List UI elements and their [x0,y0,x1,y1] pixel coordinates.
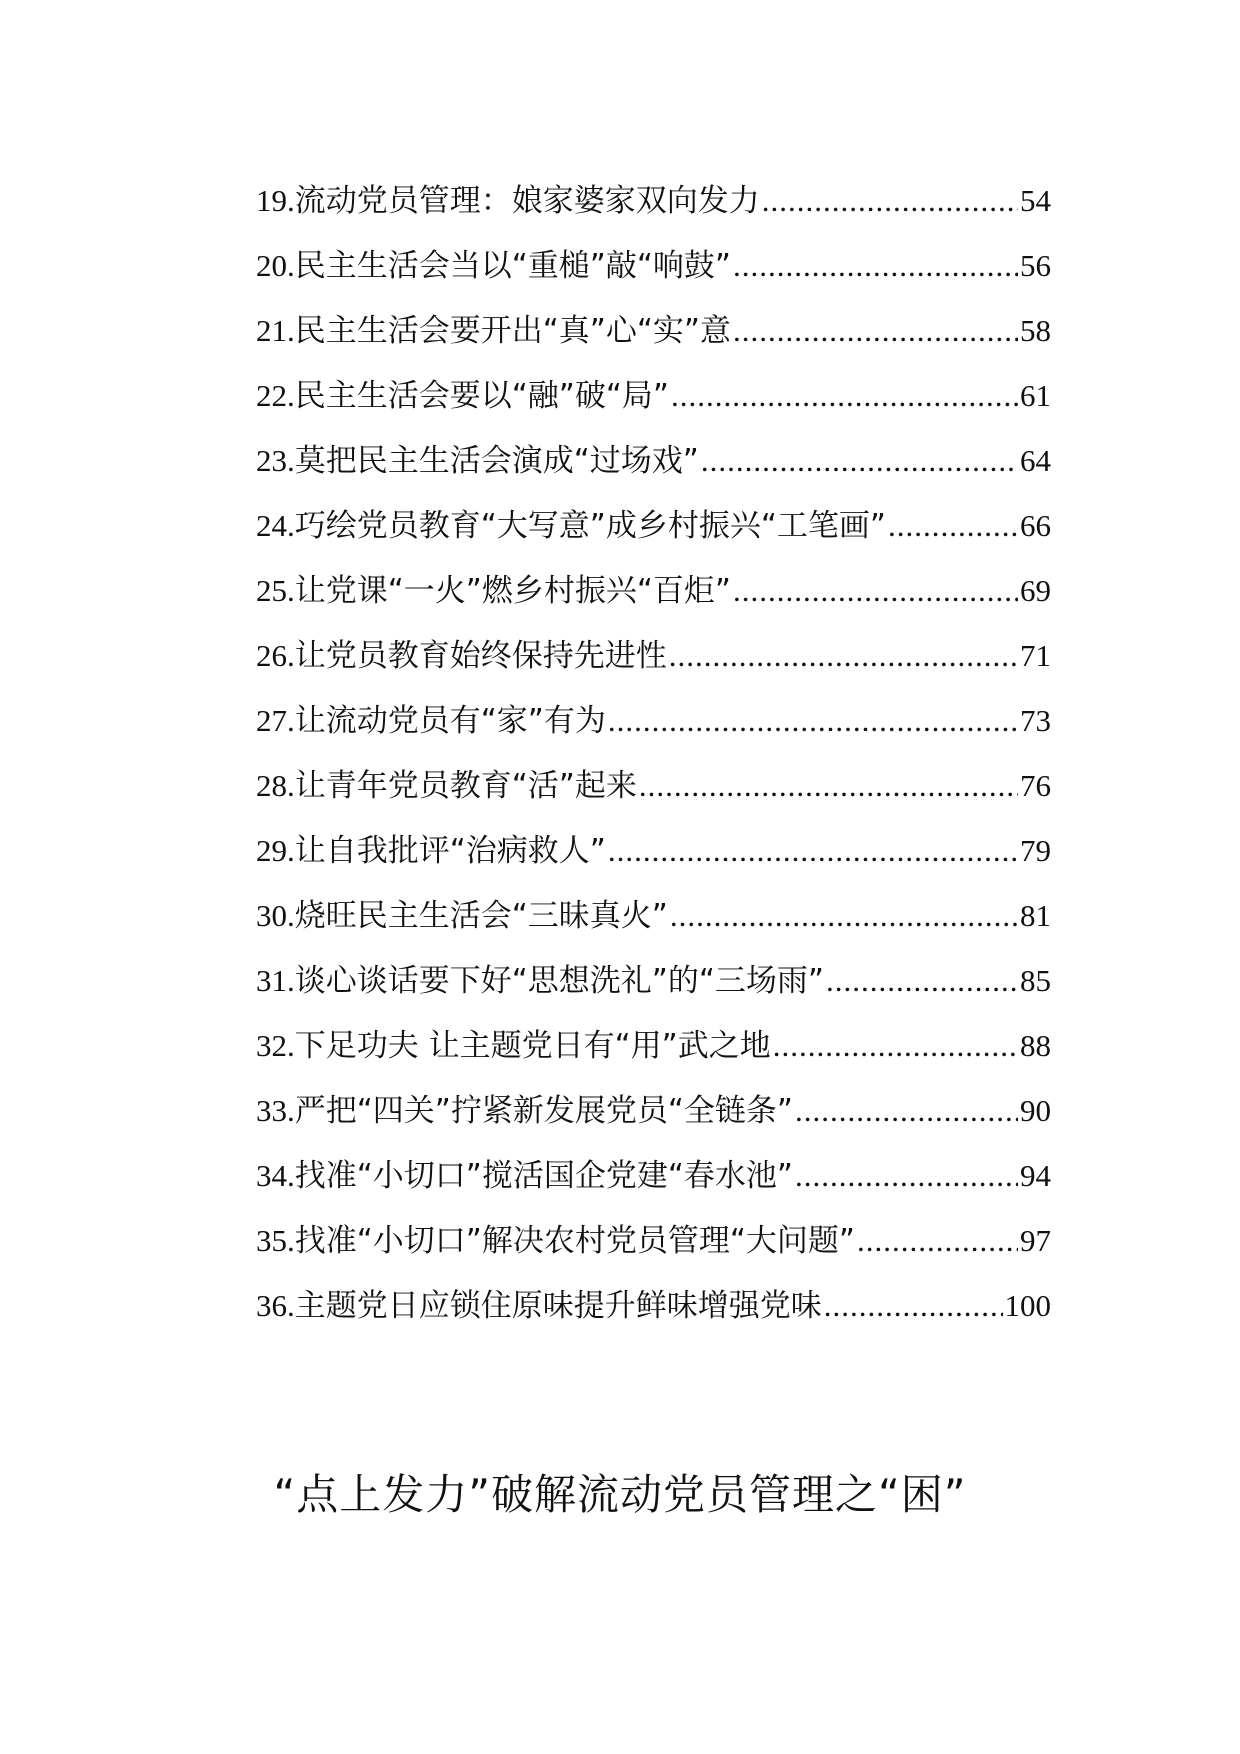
toc-entry-title [256,363,669,429]
toc-entry-number: 27. [256,703,295,738]
toc-entry-title [256,168,760,234]
toc-entry[interactable] [256,493,1051,558]
toc-page-number: 56 [1020,248,1051,283]
toc-entry-number: 25. [256,573,295,608]
toc-entry-number: 30. [256,898,295,933]
toc-entry-number: 26. [256,638,295,673]
toc-dot-leader [888,493,1018,558]
toc-entry-text: 严把“四关”拧紧新发展党员“全链条” [294,1093,793,1129]
toc-entry-number: 35. [256,1223,295,1258]
toc-entry-title [256,1013,771,1079]
toc-entry-text: 让自我批评“治病救人” [294,833,606,869]
toc-entry[interactable] [256,948,1051,1013]
toc-entry[interactable] [256,298,1051,363]
toc-entry-text: 民主生活会要开出“真”心“实”意 [294,313,731,349]
article-title: “点上发力”破解流动党员管理之“困” [273,1470,967,1519]
toc-entry-text: 谈心谈话要下好“思想洗礼”的“三场雨” [294,963,824,999]
toc-entry-text: 让流动党员有“家”有为 [294,703,606,739]
toc-dot-leader [795,1143,1018,1208]
toc-dot-leader [608,688,1018,753]
toc-entry-title [256,1143,793,1209]
toc-entry-text: 流动党员管理：娘家婆家双向发力 [294,183,760,219]
toc-entry-title [256,753,637,819]
toc-page-number: 81 [1020,898,1051,933]
toc-entry[interactable] [256,753,1051,818]
toc-entry[interactable] [256,883,1051,948]
toc-entry-title [256,818,606,884]
toc-entry[interactable] [256,1273,1051,1338]
table-of-contents [256,168,1051,1338]
toc-dot-leader [733,298,1018,363]
toc-page-number: 94 [1020,1158,1051,1193]
toc-entry[interactable] [256,1078,1051,1143]
toc-entry-title [256,1078,793,1144]
toc-page-number: 71 [1020,638,1051,673]
toc-page-number: 58 [1020,313,1051,348]
toc-entry-number: 21. [256,313,295,348]
toc-entry-title [256,493,886,559]
toc-entry[interactable] [256,1013,1051,1078]
toc-entry-title [256,688,606,754]
toc-entry-text: 找准“小切口”搅活国企党建“春水池” [294,1158,793,1194]
toc-entry[interactable] [256,818,1051,883]
toc-entry-text: 民主生活会要以“融”破“局” [294,378,669,414]
toc-page-number: 73 [1020,703,1051,738]
toc-entry[interactable] [256,558,1051,623]
toc-page-number: 64 [1020,443,1051,478]
toc-page-number: 100 [1004,1288,1051,1323]
toc-entry-number: 33. [256,1093,295,1128]
toc-entry[interactable] [256,168,1051,233]
toc-page-number: 90 [1020,1093,1051,1128]
toc-dot-leader [608,818,1018,883]
toc-page-number: 66 [1020,508,1051,543]
toc-entry-title [256,233,731,299]
toc-entry[interactable] [256,1208,1051,1273]
toc-dot-leader [826,948,1018,1013]
toc-page-number: 54 [1020,183,1051,218]
toc-dot-leader [669,623,1018,688]
toc-entry-number: 24. [256,508,295,543]
toc-dot-leader [670,883,1018,948]
toc-entry-number: 31. [256,963,295,998]
toc-dot-leader [857,1208,1018,1273]
toc-dot-leader [639,753,1018,818]
toc-entry-number: 32. [256,1028,295,1063]
toc-entry-text: 主题党日应锁住原味提升鲜味增强党味 [294,1288,822,1324]
toc-page-number: 61 [1020,378,1051,413]
toc-entry-number: 20. [256,248,295,283]
toc-entry-number: 28. [256,768,295,803]
toc-entry-number: 19. [256,183,295,218]
toc-entry-text: 巧绘党员教育“大写意”成乡村振兴“工笔画” [294,508,886,544]
toc-page-number: 97 [1020,1223,1051,1258]
toc-dot-leader [762,168,1018,233]
toc-entry-number: 23. [256,443,295,478]
toc-page-number: 79 [1020,833,1051,868]
toc-entry[interactable] [256,688,1051,753]
toc-entry[interactable] [256,233,1051,298]
toc-entry-title [256,428,699,494]
toc-entry-number: 34. [256,1158,295,1193]
toc-dot-leader [795,1078,1018,1143]
toc-entry-text: 民主生活会当以“重槌”敲“响鼓” [294,248,731,284]
toc-page-number: 88 [1020,1028,1051,1063]
toc-entry-text: 让青年党员教育“活”起来 [294,768,637,804]
toc-dot-leader [701,428,1018,493]
toc-entry-title [256,298,731,364]
toc-dot-leader [773,1013,1018,1078]
toc-entry-title [256,948,824,1014]
toc-entry-title [256,1273,822,1339]
toc-entry-title [256,1208,855,1274]
toc-entry-number: 22. [256,378,295,413]
toc-dot-leader [824,1273,1003,1338]
toc-page-number: 69 [1020,573,1051,608]
toc-entry[interactable] [256,428,1051,493]
toc-entry-title [256,883,668,949]
toc-entry[interactable] [256,1143,1051,1208]
toc-entry[interactable] [256,623,1051,688]
toc-entry-title [256,623,667,689]
toc-entry-text: 下足功夫 让主题党日有“用”武之地 [294,1028,771,1064]
toc-entry-number: 36. [256,1288,295,1323]
toc-dot-leader [733,233,1018,298]
toc-entry[interactable] [256,363,1051,428]
toc-page-number: 76 [1020,768,1051,803]
toc-entry-text: 找准“小切口”解决农村党员管理“大问题” [294,1223,855,1259]
toc-dot-leader [671,363,1018,428]
toc-entry-text: 烧旺民主生活会“三昧真火” [294,898,668,934]
toc-entry-text: 让党员教育始终保持先进性 [294,638,667,674]
toc-entry-title [256,558,731,624]
toc-page-number: 85 [1020,963,1051,998]
toc-entry-text: 莫把民主生活会演成“过场戏” [294,443,699,479]
toc-entry-number: 29. [256,833,295,868]
toc-dot-leader [733,558,1018,623]
toc-entry-text: 让党课“一火”燃乡村振兴“百炬” [294,573,731,609]
